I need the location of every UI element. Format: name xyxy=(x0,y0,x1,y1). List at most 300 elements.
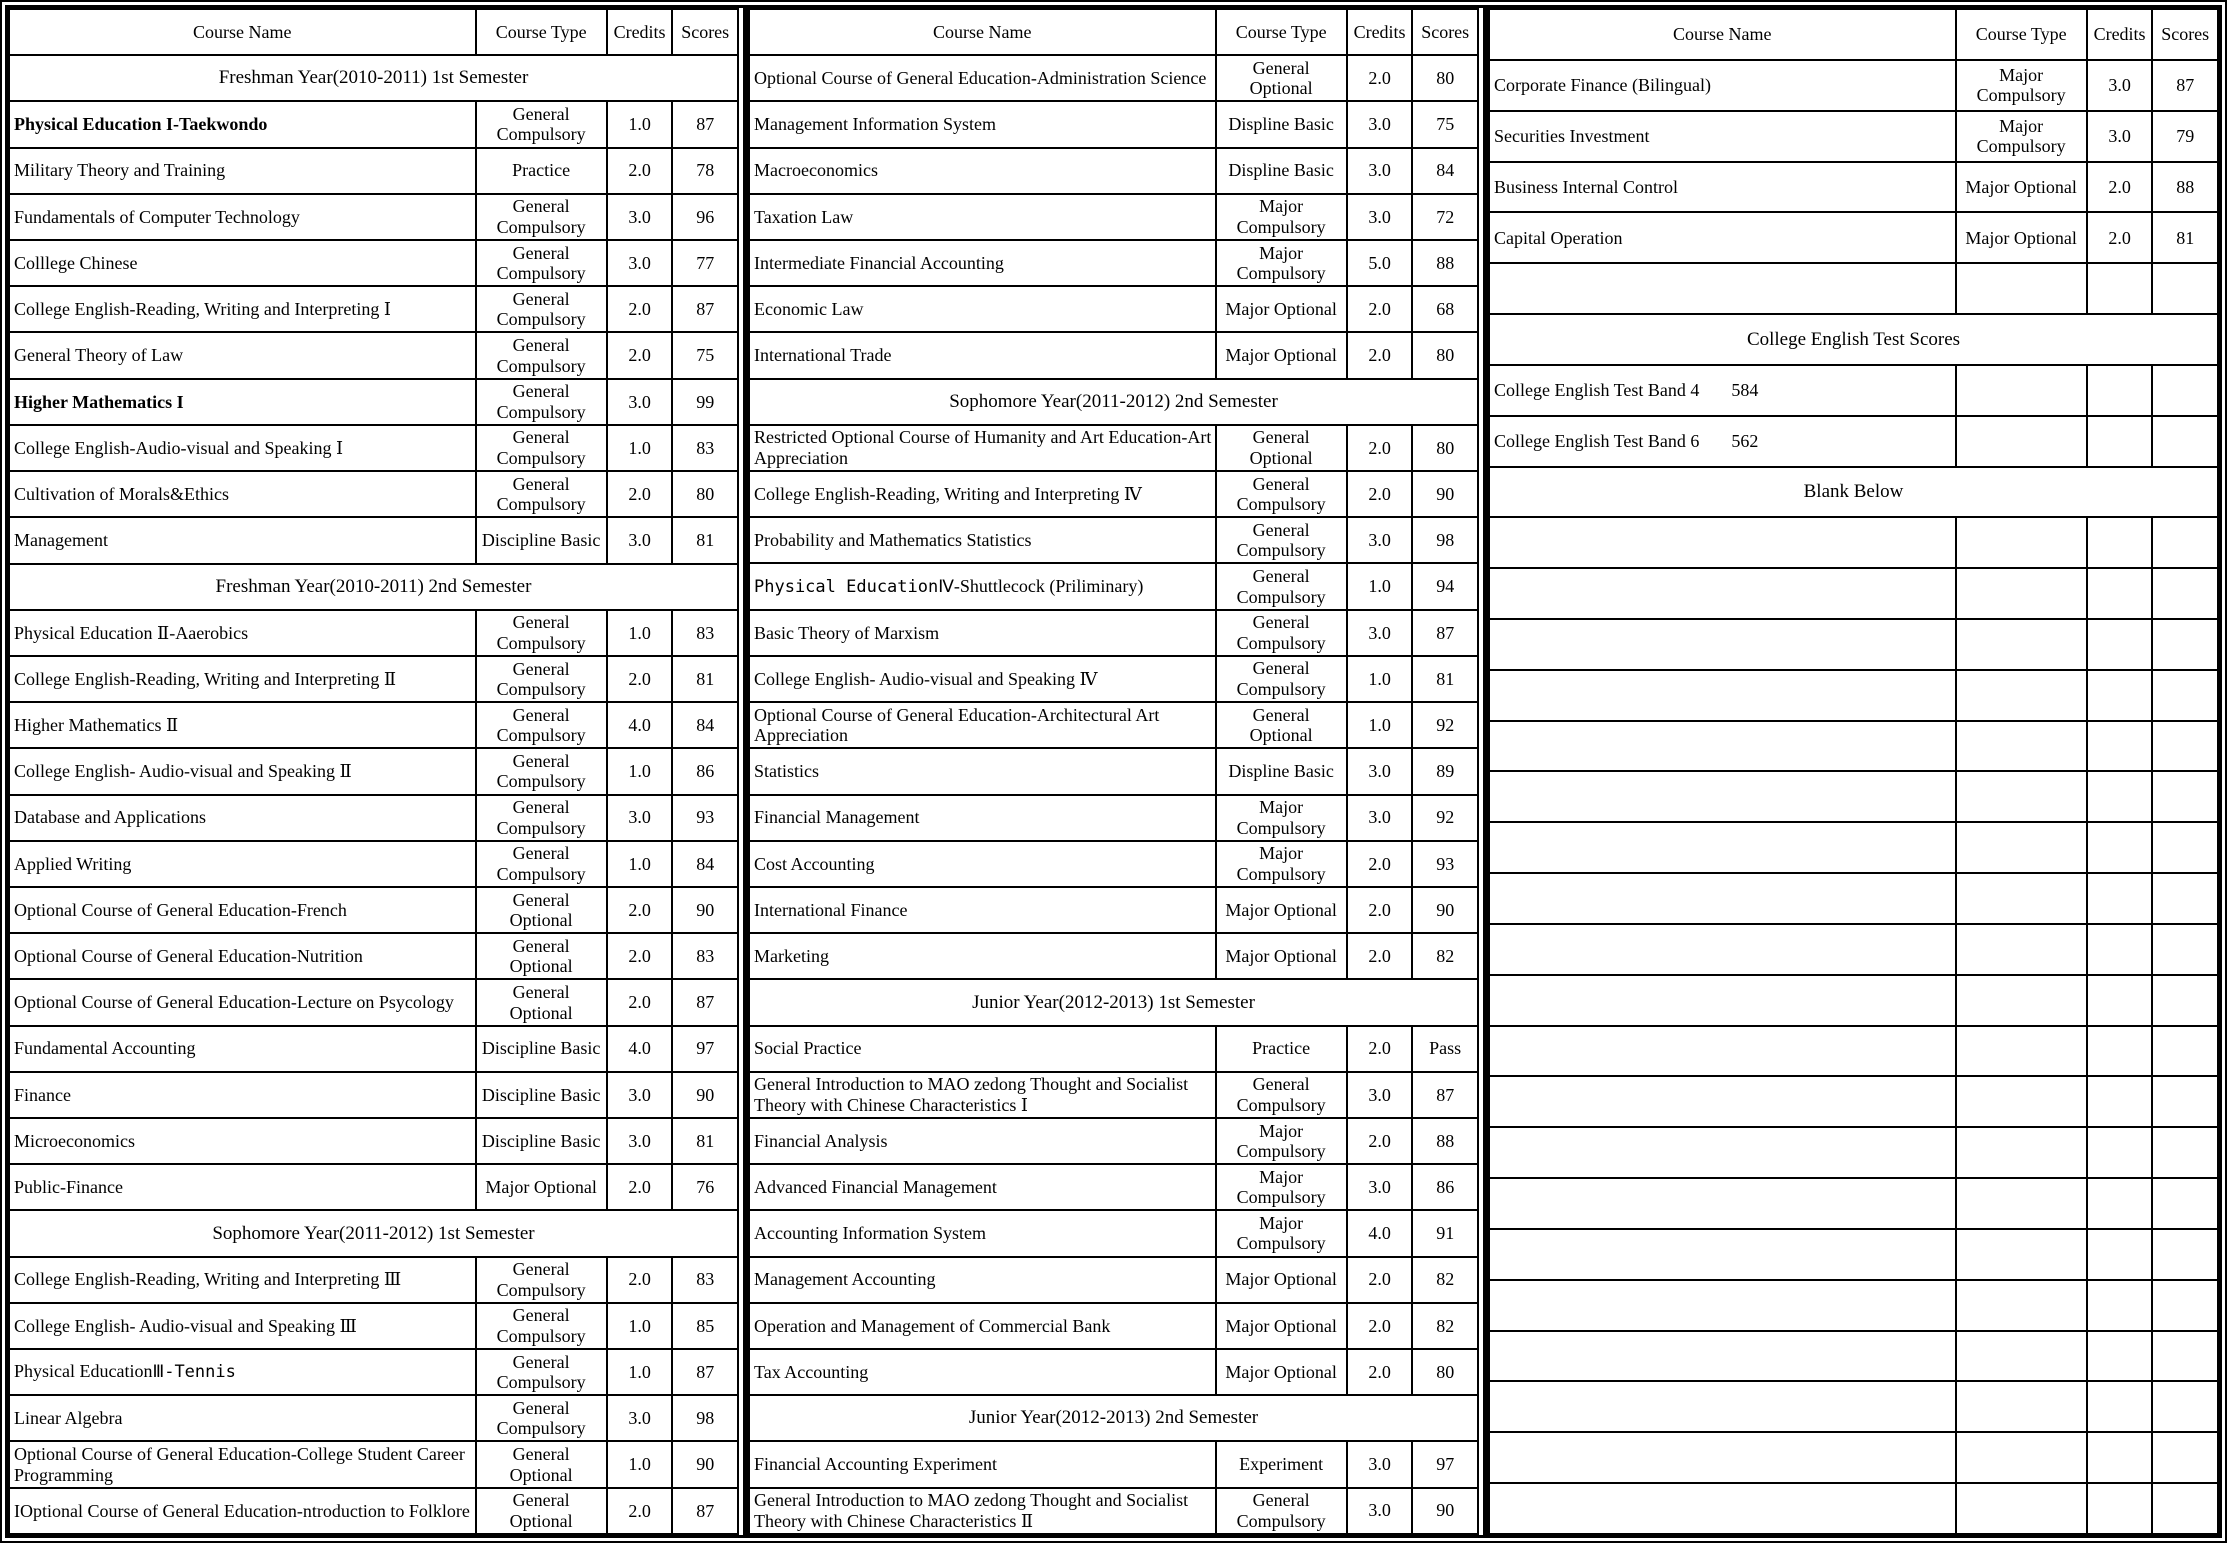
empty-credits-cell xyxy=(2087,1483,2153,1534)
score-cell: 84 xyxy=(672,841,738,887)
empty-row xyxy=(1489,1229,2218,1280)
course-type-cell: Major Compulsory xyxy=(1216,1210,1347,1256)
course-type-cell: Displine Basic xyxy=(1216,101,1347,147)
credits-cell: 1.0 xyxy=(1347,563,1413,609)
cet-score-value: 584 xyxy=(1731,380,1759,401)
course-type-cell: General Optional xyxy=(476,979,607,1025)
course-type-cell: General Compulsory xyxy=(476,471,607,517)
empty-credits-cell xyxy=(2087,1026,2153,1077)
credits-cell: 2.0 xyxy=(1347,1303,1413,1349)
credits-cell: 1.0 xyxy=(607,425,673,471)
empty-row xyxy=(1489,873,2218,924)
course-row xyxy=(9,194,738,240)
column-header-row xyxy=(9,9,738,55)
course-name-cell: Finance xyxy=(9,1072,476,1118)
course-type-cell: General Compulsory xyxy=(1216,471,1347,517)
course-row xyxy=(9,1303,738,1349)
empty-type-cell xyxy=(1956,1178,2087,1229)
course-name-cell: College English- Audio-visual and Speaking Ⅱ xyxy=(9,748,476,794)
credits-cell: 2.0 xyxy=(1347,332,1413,378)
credits-cell: 4.0 xyxy=(607,1026,673,1072)
course-name-cell: College English- Audio-visual and Speaking Ⅲ xyxy=(9,1303,476,1349)
empty-score-cell xyxy=(2152,721,2218,772)
course-table xyxy=(8,8,739,1535)
empty-name-cell xyxy=(1489,619,1956,670)
score-cell: 90 xyxy=(672,1072,738,1118)
course-name-cell: College English-Reading, Writing and Interpreting Ⅱ xyxy=(9,656,476,702)
empty-credits-cell xyxy=(2087,771,2153,822)
course-name-cell: General Introduction to MAO zedong Thought and Socialist Theory with Chinese Characteristics Ⅰ xyxy=(749,1072,1216,1118)
course-type-cell: General Compulsory xyxy=(476,1349,607,1395)
score-cell: 80 xyxy=(672,471,738,517)
course-type-cell: General Optional xyxy=(1216,702,1347,748)
course-row xyxy=(749,517,1478,563)
course-name-cell: Probability and Mathematics Statistics xyxy=(749,517,1216,563)
score-cell: 72 xyxy=(1412,194,1478,240)
course-row xyxy=(749,1164,1478,1210)
empty-score-cell xyxy=(2152,1483,2218,1534)
course-name-cell: International Trade xyxy=(749,332,1216,378)
course-name-cell: Cultivation of Morals&Ethics xyxy=(9,471,476,517)
course-type-cell: Practice xyxy=(1216,1026,1347,1072)
course-row xyxy=(749,1441,1478,1487)
course-row xyxy=(749,795,1478,841)
course-type-cell: Major Optional xyxy=(1216,887,1347,933)
credits-cell: 2.0 xyxy=(2087,162,2153,213)
column-header-course-name: Course Name xyxy=(749,9,1216,55)
credits-cell: 1.0 xyxy=(1347,702,1413,748)
score-cell: 89 xyxy=(1412,748,1478,794)
course-type-cell: General Compulsory xyxy=(476,748,607,794)
score-cell: 98 xyxy=(1412,517,1478,563)
score-cell: 83 xyxy=(672,425,738,471)
course-name-cell: Optional Course of General Education-Architectural Art Appreciation xyxy=(749,702,1216,748)
empty-credits-cell xyxy=(2087,517,2153,568)
course-row xyxy=(9,795,738,841)
empty-type-cell xyxy=(1956,1229,2087,1280)
score-cell: 87 xyxy=(672,1349,738,1395)
score-cell: 81 xyxy=(672,1118,738,1164)
course-row xyxy=(9,1118,738,1164)
empty-credits-cell xyxy=(2087,1280,2153,1331)
course-row xyxy=(749,1488,1478,1535)
empty-name-cell xyxy=(1489,873,1956,924)
transcript-panel-2 xyxy=(743,8,1479,1535)
course-name-cell: College English-Audio-visual and Speaking Ⅰ xyxy=(9,425,476,471)
course-row xyxy=(9,286,738,332)
empty-name-cell xyxy=(1489,924,1956,975)
credits-cell: 3.0 xyxy=(1347,610,1413,656)
course-name-cell: Restricted Optional Course of Humanity and Art Education-Art Appreciation xyxy=(749,425,1216,471)
empty-type-cell xyxy=(1956,1432,2087,1483)
empty-name-cell xyxy=(1489,1127,1956,1178)
transcript-panel-3 xyxy=(1483,8,2219,1535)
score-cell: 87 xyxy=(672,286,738,332)
credits-cell: 3.0 xyxy=(1347,1072,1413,1118)
empty-name-cell xyxy=(1489,1280,1956,1331)
empty-score-cell xyxy=(2152,1178,2218,1229)
course-name-cell: IOptional Course of General Education-ntroduction to Folklore xyxy=(9,1488,476,1534)
course-row xyxy=(9,240,738,286)
score-cell: 82 xyxy=(1412,933,1478,979)
credits-cell: 3.0 xyxy=(1347,517,1413,563)
empty-type-cell xyxy=(1956,1127,2087,1178)
course-name-cell: Economic Law xyxy=(749,286,1216,332)
empty-row xyxy=(1489,568,2218,619)
course-type-cell: Major Optional xyxy=(1956,162,2087,213)
credits-cell: 3.0 xyxy=(2087,111,2153,162)
credits-cell: 2.0 xyxy=(607,979,673,1025)
empty-score-cell xyxy=(2152,568,2218,619)
course-row xyxy=(1489,111,2218,162)
course-row xyxy=(9,379,738,425)
credits-cell: 2.0 xyxy=(607,286,673,332)
course-name-cell: Business Internal Control xyxy=(1489,162,1956,213)
column-header-credits: Credits xyxy=(607,9,673,55)
score-cell: 82 xyxy=(1412,1257,1478,1303)
section-label: Sophomore Year(2011-2012) 2nd Semester xyxy=(749,379,1478,425)
empty-row xyxy=(1489,670,2218,721)
course-name-cell xyxy=(9,1349,476,1395)
empty-score-cell xyxy=(2152,1432,2218,1483)
empty-row xyxy=(1489,1483,2218,1534)
course-name-cell: Physical Education Ⅱ-Aaerobics xyxy=(9,610,476,656)
course-name-cell: Linear Algebra xyxy=(9,1395,476,1441)
course-name-cell: Optional Course of General Education-French xyxy=(9,887,476,933)
score-cell: 81 xyxy=(1412,656,1478,702)
course-type-cell: Major Optional xyxy=(476,1164,607,1210)
credits-cell: 3.0 xyxy=(607,240,673,286)
credits-cell: 2.0 xyxy=(1347,1349,1413,1395)
score-cell: 81 xyxy=(2152,212,2218,263)
empty-type-cell xyxy=(1956,1381,2087,1432)
empty-name-cell xyxy=(1489,1432,1956,1483)
empty-name-cell xyxy=(1489,822,1956,873)
cet-credits-cell xyxy=(2087,365,2153,416)
score-cell: 68 xyxy=(1412,286,1478,332)
course-row xyxy=(1489,212,2218,263)
score-cell: 75 xyxy=(672,332,738,378)
score-cell: 88 xyxy=(1412,1118,1478,1164)
credits-cell: 3.0 xyxy=(607,1395,673,1441)
credits-cell: 2.0 xyxy=(1347,841,1413,887)
empty-credits-cell xyxy=(2087,619,2153,670)
course-row xyxy=(9,1257,738,1303)
score-cell: 88 xyxy=(1412,240,1478,286)
course-name-cell: Accounting Information System xyxy=(749,1210,1216,1256)
score-cell: 87 xyxy=(672,979,738,1025)
course-type-cell: Practice xyxy=(476,148,607,194)
empty-row xyxy=(1489,1280,2218,1331)
empty-credits-cell xyxy=(2087,1229,2153,1280)
column-header-course-type: Course Type xyxy=(1956,9,2087,60)
course-type-cell: Displine Basic xyxy=(1216,148,1347,194)
course-type-cell: Discipline Basic xyxy=(476,517,607,563)
empty-score-cell xyxy=(2152,1229,2218,1280)
score-cell: 86 xyxy=(1412,1164,1478,1210)
course-type-cell: Major Compulsory xyxy=(1216,795,1347,841)
empty-credits-cell xyxy=(2087,1432,2153,1483)
score-cell: 80 xyxy=(1412,332,1478,378)
credits-cell: 2.0 xyxy=(1347,286,1413,332)
course-name-cell: Taxation Law xyxy=(749,194,1216,240)
empty-name-cell xyxy=(1489,670,1956,721)
credits-cell: 4.0 xyxy=(1347,1210,1413,1256)
section-label: Sophomore Year(2011-2012) 1st Semester xyxy=(9,1210,738,1256)
score-cell: 93 xyxy=(1412,841,1478,887)
course-type-cell: General Compulsory xyxy=(476,240,607,286)
course-type-cell: Major Compulsory xyxy=(1216,1164,1347,1210)
empty-credits-cell xyxy=(2087,568,2153,619)
empty-type-cell xyxy=(1956,619,2087,670)
course-row xyxy=(749,748,1478,794)
course-type-cell: Major Optional xyxy=(1216,933,1347,979)
score-cell: 76 xyxy=(672,1164,738,1210)
course-name-cell: Higher Mathematics Ⅱ xyxy=(9,702,476,748)
score-cell: 99 xyxy=(672,379,738,425)
empty-type-cell xyxy=(1956,721,2087,772)
course-type-cell: Major Optional xyxy=(1216,332,1347,378)
course-type-cell: General Compulsory xyxy=(476,841,607,887)
credits-cell: 2.0 xyxy=(607,933,673,979)
course-name-cell: Management Information System xyxy=(749,101,1216,147)
empty-score-cell xyxy=(2152,1127,2218,1178)
credits-cell: 1.0 xyxy=(607,748,673,794)
credits-cell: 2.0 xyxy=(607,1164,673,1210)
course-type-cell: General Compulsory xyxy=(476,1257,607,1303)
course-type-cell: Discipline Basic xyxy=(476,1026,607,1072)
course-name-cell: Optional Course of General Education-Administration Science xyxy=(749,55,1216,101)
empty-credits-cell xyxy=(2087,670,2153,721)
course-name-cell: Advanced Financial Management xyxy=(749,1164,1216,1210)
credits-cell: 2.0 xyxy=(1347,55,1413,101)
course-name-cell: Social Practice xyxy=(749,1026,1216,1072)
semester-section-row xyxy=(9,564,738,610)
credits-cell: 2.0 xyxy=(2087,212,2153,263)
course-row xyxy=(9,101,738,147)
transcript-sheet xyxy=(5,5,2222,1538)
empty-score-cell xyxy=(2152,822,2218,873)
course-name-cell: Financial Accounting Experiment xyxy=(749,1441,1216,1487)
course-type-cell: General Compulsory xyxy=(476,795,607,841)
score-cell: Pass xyxy=(1412,1026,1478,1072)
empty-row xyxy=(1489,263,2218,314)
cet-label-cell: College English Test Band 6 562 xyxy=(1489,416,1956,467)
course-name-cell: Optional Course of General Education-Lecture on Psycology xyxy=(9,979,476,1025)
section-label: Blank Below xyxy=(1489,467,2218,518)
course-row xyxy=(9,1441,738,1487)
course-type-cell: Displine Basic xyxy=(1216,748,1347,794)
course-name-cell: Marketing xyxy=(749,933,1216,979)
course-name-cell: College English-Reading, Writing and Interpreting Ⅲ xyxy=(9,1257,476,1303)
credits-cell: 2.0 xyxy=(1347,1257,1413,1303)
course-type-cell: General Compulsory xyxy=(1216,656,1347,702)
course-table xyxy=(1488,8,2219,1535)
empty-credits-cell xyxy=(2087,1127,2153,1178)
course-type-cell: Major Optional xyxy=(1216,286,1347,332)
cet-row xyxy=(1489,365,2218,416)
empty-score-cell xyxy=(2152,873,2218,924)
credits-cell: 2.0 xyxy=(607,887,673,933)
empty-credits-cell xyxy=(2087,873,2153,924)
credits-cell: 1.0 xyxy=(607,101,673,147)
empty-credits-cell xyxy=(2087,1178,2153,1229)
credits-cell: 3.0 xyxy=(607,1118,673,1164)
credits-cell: 3.0 xyxy=(1347,1441,1413,1487)
course-name-cell: Management Accounting xyxy=(749,1257,1216,1303)
course-type-cell: General Compulsory xyxy=(1216,1072,1347,1118)
empty-score-cell xyxy=(2152,1331,2218,1382)
course-row xyxy=(749,1210,1478,1256)
course-name-cell: Securities Investment xyxy=(1489,111,1956,162)
credits-cell: 5.0 xyxy=(1347,240,1413,286)
empty-score-cell xyxy=(2152,517,2218,568)
empty-credits-cell xyxy=(2087,1076,2153,1127)
credits-cell: 1.0 xyxy=(607,841,673,887)
credits-cell: 3.0 xyxy=(1347,748,1413,794)
cet-label-cell: College English Test Band 4 584 xyxy=(1489,365,1956,416)
semester-section-row xyxy=(749,979,1478,1025)
course-type-cell: General Compulsory xyxy=(476,379,607,425)
course-row xyxy=(749,1257,1478,1303)
score-cell: 90 xyxy=(672,887,738,933)
semester-section-row xyxy=(9,1210,738,1256)
score-cell: 85 xyxy=(672,1303,738,1349)
course-name-cell: Capital Operation xyxy=(1489,212,1956,263)
score-cell: 87 xyxy=(2152,60,2218,111)
course-name-cell: Fundamental Accounting xyxy=(9,1026,476,1072)
score-cell: 97 xyxy=(1412,1441,1478,1487)
score-cell: 81 xyxy=(672,517,738,563)
course-row xyxy=(749,841,1478,887)
empty-row xyxy=(1489,517,2218,568)
course-type-cell: General Compulsory xyxy=(476,656,607,702)
empty-credits-cell xyxy=(2087,822,2153,873)
course-name-cell: Higher Mathematics I xyxy=(9,379,476,425)
cet-type-cell xyxy=(1956,416,2087,467)
semester-section-row xyxy=(749,379,1478,425)
course-type-cell: General Compulsory xyxy=(476,194,607,240)
course-type-cell: General Compulsory xyxy=(476,286,607,332)
course-type-cell: General Compulsory xyxy=(476,332,607,378)
score-cell: 94 xyxy=(1412,563,1478,609)
course-type-cell: General Compulsory xyxy=(476,101,607,147)
course-type-cell: General Compulsory xyxy=(1216,610,1347,656)
course-row xyxy=(749,148,1478,194)
empty-type-cell xyxy=(1956,263,2087,314)
course-name-cell: Macroeconomics xyxy=(749,148,1216,194)
course-row xyxy=(749,1349,1478,1395)
course-table xyxy=(748,8,1479,1535)
course-type-cell: Major Compulsory xyxy=(1216,841,1347,887)
empty-score-cell xyxy=(2152,263,2218,314)
course-row xyxy=(749,656,1478,702)
course-row xyxy=(9,979,738,1025)
section-label: College English Test Scores xyxy=(1489,314,2218,365)
empty-score-cell xyxy=(2152,924,2218,975)
empty-row xyxy=(1489,1331,2218,1382)
empty-score-cell xyxy=(2152,771,2218,822)
course-name-cell: Basic Theory of Marxism xyxy=(749,610,1216,656)
score-cell: 87 xyxy=(672,101,738,147)
empty-score-cell xyxy=(2152,1280,2218,1331)
score-cell: 98 xyxy=(672,1395,738,1441)
course-type-cell: General Compulsory xyxy=(1216,1488,1347,1535)
score-cell: 79 xyxy=(2152,111,2218,162)
column-header-course-name: Course Name xyxy=(9,9,476,55)
score-cell: 87 xyxy=(1412,1072,1478,1118)
empty-type-cell xyxy=(1956,1331,2087,1382)
credits-cell: 3.0 xyxy=(1347,101,1413,147)
credits-cell: 2.0 xyxy=(1347,1118,1413,1164)
credits-cell: 1.0 xyxy=(607,610,673,656)
score-cell: 84 xyxy=(1412,148,1478,194)
empty-row xyxy=(1489,975,2218,1026)
course-row xyxy=(9,425,738,471)
course-type-cell: General Optional xyxy=(1216,55,1347,101)
empty-row xyxy=(1489,1076,2218,1127)
column-header-row xyxy=(749,9,1478,55)
course-type-cell: Major Compulsory xyxy=(1216,240,1347,286)
course-name-cell: Military Theory and Training xyxy=(9,148,476,194)
course-row xyxy=(749,610,1478,656)
course-type-cell: General Compulsory xyxy=(1216,563,1347,609)
empty-type-cell xyxy=(1956,975,2087,1026)
course-row xyxy=(749,887,1478,933)
score-cell: 90 xyxy=(672,1441,738,1487)
course-row xyxy=(9,1164,738,1210)
credits-cell: 3.0 xyxy=(1347,194,1413,240)
course-name-cell: Database and Applications xyxy=(9,795,476,841)
empty-name-cell xyxy=(1489,1026,1956,1077)
credits-cell: 3.0 xyxy=(1347,1488,1413,1535)
empty-credits-cell xyxy=(2087,721,2153,772)
course-type-cell: Major Compulsory xyxy=(1216,1118,1347,1164)
course-name-part: -Shuttlecock (Priliminary) xyxy=(953,575,1144,596)
empty-score-cell xyxy=(2152,975,2218,1026)
course-row xyxy=(749,240,1478,286)
course-name-cell: College English-Reading, Writing and Interpreting Ⅳ xyxy=(749,471,1216,517)
course-name-cell: Colllege Chinese xyxy=(9,240,476,286)
score-cell: 81 xyxy=(672,656,738,702)
empty-row xyxy=(1489,924,2218,975)
empty-credits-cell xyxy=(2087,1331,2153,1382)
course-type-cell: General Compulsory xyxy=(1216,517,1347,563)
empty-type-cell xyxy=(1956,670,2087,721)
course-row xyxy=(749,332,1478,378)
course-type-cell: Discipline Basic xyxy=(476,1118,607,1164)
score-cell: 92 xyxy=(1412,795,1478,841)
course-row xyxy=(9,656,738,702)
course-name-cell: General Theory of Law xyxy=(9,332,476,378)
course-name-cell: College English-Reading, Writing and Interpreting Ⅰ xyxy=(9,286,476,332)
column-header-scores: Scores xyxy=(672,9,738,55)
course-name-cell xyxy=(749,563,1216,609)
empty-type-cell xyxy=(1956,1483,2087,1534)
credits-cell: 2.0 xyxy=(1347,471,1413,517)
column-header-credits: Credits xyxy=(2087,9,2153,60)
course-name-cell: Corporate Finance (Bilingual) xyxy=(1489,60,1956,111)
course-row xyxy=(749,286,1478,332)
empty-row xyxy=(1489,721,2218,772)
score-cell: 97 xyxy=(672,1026,738,1072)
course-name-cell: Intermediate Financial Accounting xyxy=(749,240,1216,286)
course-row xyxy=(9,887,738,933)
course-type-cell: General Optional xyxy=(476,887,607,933)
course-type-cell: General Compulsory xyxy=(476,1395,607,1441)
score-cell: 80 xyxy=(1412,55,1478,101)
empty-row xyxy=(1489,1178,2218,1229)
